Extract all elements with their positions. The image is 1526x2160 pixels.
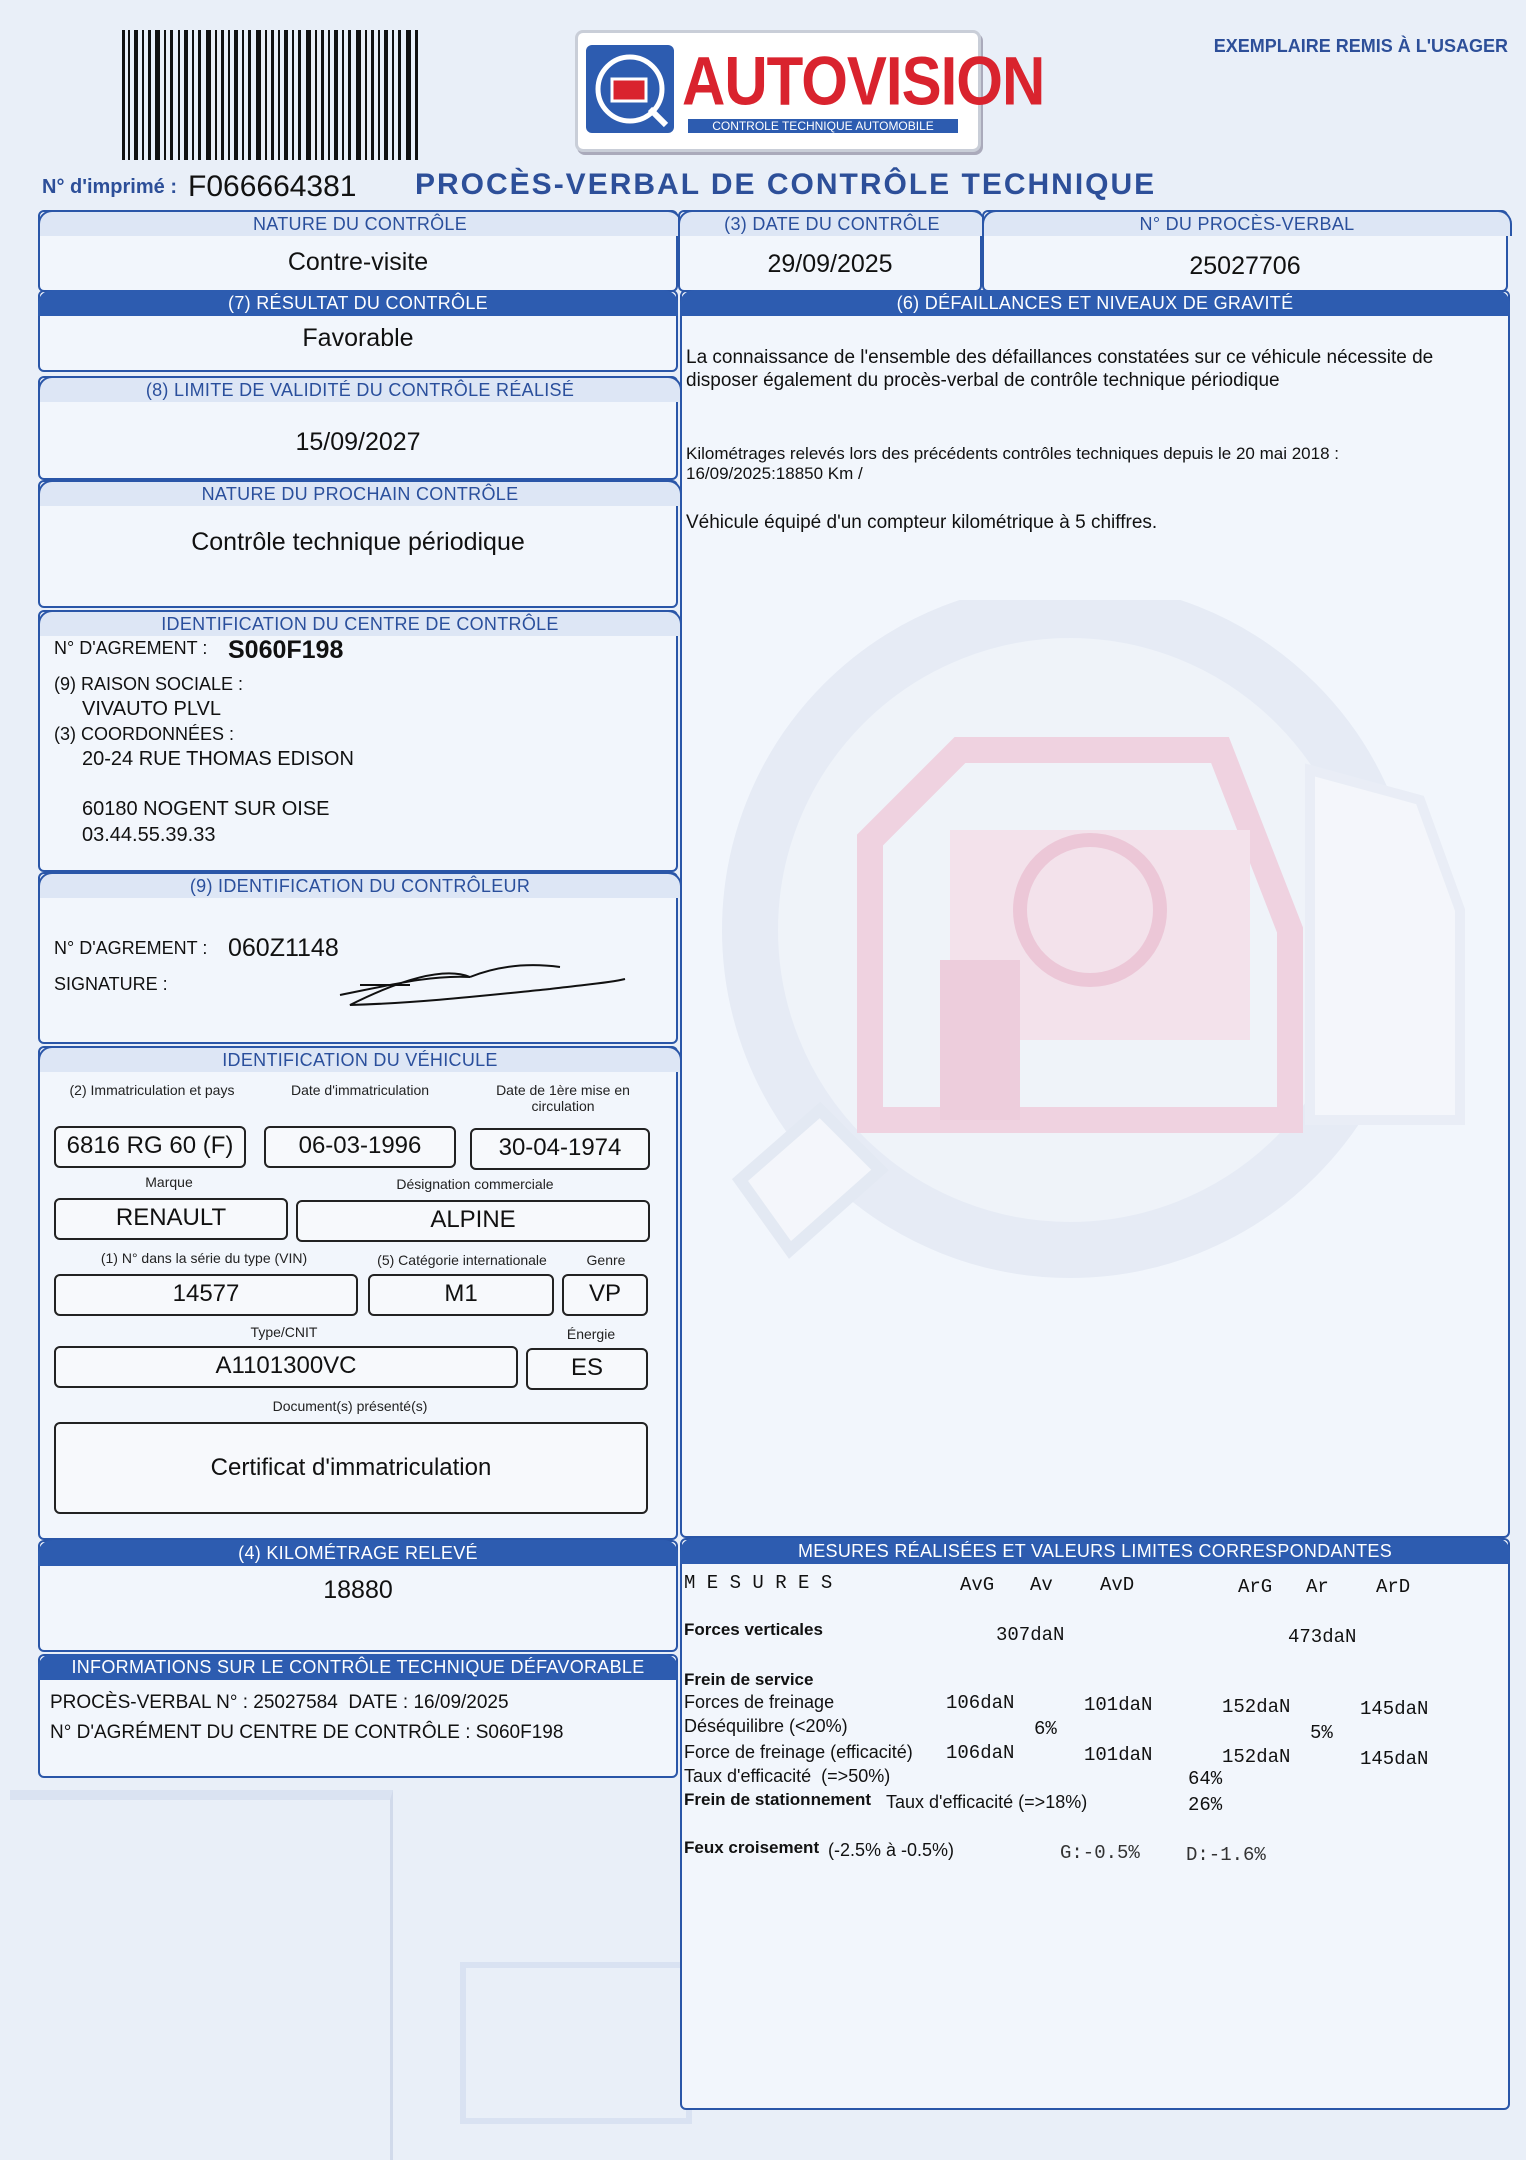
date-header: (3) DATE DU CONTRÔLE: [678, 210, 986, 236]
taux-label: Taux d'efficacité (=>50%): [684, 1766, 891, 1786]
deseq-ar: 5%: [1310, 1722, 1333, 1744]
barcode-graphic: [122, 30, 422, 160]
taux-value: 64%: [1188, 1768, 1223, 1790]
nature-value: Contre-visite: [287, 248, 429, 276]
stamp-mark: [10, 1790, 393, 2160]
logo-name: AUTOVISION: [682, 42, 1045, 120]
stationnement-taux-label: Taux d'efficacité (=>18%): [886, 1792, 1088, 1812]
measures-title: M E S U R E S: [684, 1572, 833, 1594]
fv-ar: 473daN: [1288, 1626, 1357, 1648]
controller-agrement: 060Z1148: [228, 934, 339, 962]
feux-label: Feux croisement: [684, 1838, 820, 1857]
col-ar: Ar: [1306, 1576, 1329, 1598]
pv-number-value: 25027706: [1189, 252, 1301, 280]
center-raison: VIVAUTO PLVL: [82, 698, 221, 720]
validity-value: 15/09/2027: [295, 428, 421, 456]
force-efficacite-label: Force de freinage (efficacité): [684, 1742, 913, 1762]
immat-value: 6816 RG 60 (F): [54, 1126, 246, 1168]
genre-value: VP: [562, 1274, 648, 1316]
result-value: Favorable: [302, 324, 414, 352]
defects-text-2a: Kilométrages relevés lors des précédents contrôles techniques depuis le 20 mai 2018 :: [686, 444, 1339, 463]
unfavorable-line2: N° D'AGRÉMENT DU CENTRE DE CONTRÔLE : S060F198: [50, 1722, 564, 1743]
center-coord-label: (3) COORDONNÉES :: [54, 724, 235, 744]
center-agrement-label: N° D'AGREMENT :: [54, 638, 208, 658]
signature-image: [330, 955, 630, 1015]
fe-avd: 101daN: [1084, 1744, 1153, 1766]
signature-label: SIGNATURE :: [54, 974, 168, 994]
stationnement-label: Frein de stationnement: [684, 1790, 872, 1809]
center-address1: 20-24 RUE THOMAS EDISON: [82, 748, 354, 770]
defects-text-1: La connaissance de l'ensemble des défaillances constatées sur ce véhicule nécessite de disposer également du procès-verbal de contrôle technique périodique: [686, 347, 1434, 391]
measures-header: MESURES RÉALISÉES ET VALEURS LIMITES CORRESPONDANTES: [680, 1538, 1510, 1564]
marque-label: Marque: [145, 1174, 193, 1190]
forces-verticales-label: Forces verticales: [684, 1620, 823, 1639]
stationnement-taux: 26%: [1188, 1794, 1223, 1816]
ff-avd: 101daN: [1084, 1694, 1153, 1716]
stamp-mark-2: [460, 1962, 692, 2124]
col-arg: ArG: [1238, 1576, 1273, 1598]
ff-ard: 145daN: [1360, 1698, 1429, 1720]
date-immat-value: 06-03-1996: [264, 1126, 456, 1168]
date-value: 29/09/2025: [767, 250, 893, 278]
validity-header: (8) LIMITE DE VALIDITÉ DU CONTRÔLE RÉALISÉ: [38, 376, 682, 402]
km-value: 18880: [323, 1576, 393, 1604]
next-control-header: NATURE DU PROCHAIN CONTRÔLE: [38, 480, 682, 506]
first-circulation-label: Date de 1ère mise en circulation: [496, 1082, 630, 1114]
immat-label: (2) Immatriculation et pays: [69, 1082, 235, 1098]
col-av: Av: [1030, 1574, 1053, 1596]
nature-header: NATURE DU CONTRÔLE: [38, 210, 682, 236]
unfavorable-line1: PROCÈS-VERBAL N° : 25027584 DATE : 16/09/2025: [50, 1692, 509, 1713]
type-value: A1101300VC: [54, 1346, 518, 1388]
col-ard: ArD: [1376, 1576, 1411, 1598]
autovision-logo: [575, 30, 1045, 152]
feux-range: (-2.5% à -0.5%): [828, 1840, 955, 1860]
ff-arg: 152daN: [1222, 1696, 1291, 1718]
defects-text-2b: 16/09/2025:18850 Km /: [686, 464, 863, 483]
ff-avg: 106daN: [946, 1692, 1015, 1714]
unfavorable-header: INFORMATIONS SUR LE CONTRÔLE TECHNIQUE DÉFAVORABLE: [38, 1654, 678, 1680]
vin-label: (1) N° dans la série du type (VIN): [100, 1250, 308, 1266]
first-circulation-value: 30-04-1974: [470, 1128, 650, 1170]
logo-subtitle: CONTROLE TECHNIQUE AUTOMOBILE: [688, 119, 958, 133]
docs-label: Document(s) présenté(s): [272, 1398, 428, 1414]
print-number-label: N° d'imprimé :: [42, 176, 177, 198]
deseq-av: 6%: [1034, 1718, 1057, 1740]
categorie-value: M1: [368, 1274, 554, 1316]
vehicle-header: IDENTIFICATION DU VÉHICULE: [38, 1046, 682, 1072]
energie-label: Énergie: [566, 1326, 616, 1342]
controller-agrement-label: N° D'AGREMENT :: [54, 938, 208, 958]
fe-avg: 106daN: [946, 1742, 1015, 1764]
pv-number-header: N° DU PROCÈS-VERBAL: [982, 210, 1512, 236]
defects-header: (6) DÉFAILLANCES ET NIVEAUX DE GRAVITÉ: [680, 290, 1510, 316]
controller-header: (9) IDENTIFICATION DU CONTRÔLEUR: [38, 872, 682, 898]
center-address2: 60180 NOGENT SUR OISE: [82, 798, 330, 820]
watermark-magnifier-icon: [700, 600, 1490, 1360]
col-avg: AvG: [960, 1574, 995, 1596]
feux-d: D:-1.6%: [1186, 1844, 1266, 1866]
frein-service-label: Frein de service: [684, 1670, 814, 1689]
docs-value: Certificat d'immatriculation: [54, 1422, 648, 1514]
copy-label: EXEMPLAIRE REMIS À L'USAGER: [1213, 36, 1508, 56]
center-raison-label: (9) RAISON SOCIALE :: [54, 674, 244, 694]
print-number: F066664381: [188, 170, 357, 203]
forces-freinage-label: Forces de freinage: [684, 1692, 835, 1712]
col-avd: AvD: [1100, 1574, 1135, 1596]
center-phone: 03.44.55.39.33: [82, 824, 216, 846]
date-immat-label: Date d'immatriculation: [290, 1082, 430, 1098]
center-header: IDENTIFICATION DU CENTRE DE CONTRÔLE: [38, 610, 682, 636]
feux-g: G:-0.5%: [1060, 1842, 1140, 1864]
logo-emblem-icon: [586, 45, 674, 133]
deseq-label: Déséquilibre (<20%): [684, 1716, 848, 1736]
fe-arg: 152daN: [1222, 1746, 1291, 1768]
marque-value: RENAULT: [54, 1198, 288, 1240]
vin-value: 14577: [54, 1274, 358, 1316]
designation-value: ALPINE: [296, 1200, 650, 1242]
page-title: PROCÈS-VERBAL DE CONTRÔLE TECHNIQUE: [415, 168, 1157, 201]
defects-text-3: Véhicule équipé d'un compteur kilométrique à 5 chiffres.: [686, 512, 1158, 533]
type-label: Type/CNIT: [250, 1324, 318, 1340]
center-agrement: S060F198: [228, 636, 344, 664]
fv-av: 307daN: [996, 1624, 1065, 1646]
km-header: (4) KILOMÉTRAGE RELEVÉ: [38, 1540, 678, 1566]
barcode: [122, 30, 422, 160]
genre-label: Genre: [586, 1252, 626, 1268]
categorie-label: (5) Catégorie internationale: [377, 1252, 547, 1268]
designation-label: Désignation commerciale: [396, 1176, 554, 1192]
fe-ard: 145daN: [1360, 1748, 1429, 1770]
energie-value: ES: [526, 1348, 648, 1390]
result-header: (7) RÉSULTAT DU CONTRÔLE: [38, 290, 678, 316]
next-control-value: Contrôle technique périodique: [191, 528, 525, 556]
